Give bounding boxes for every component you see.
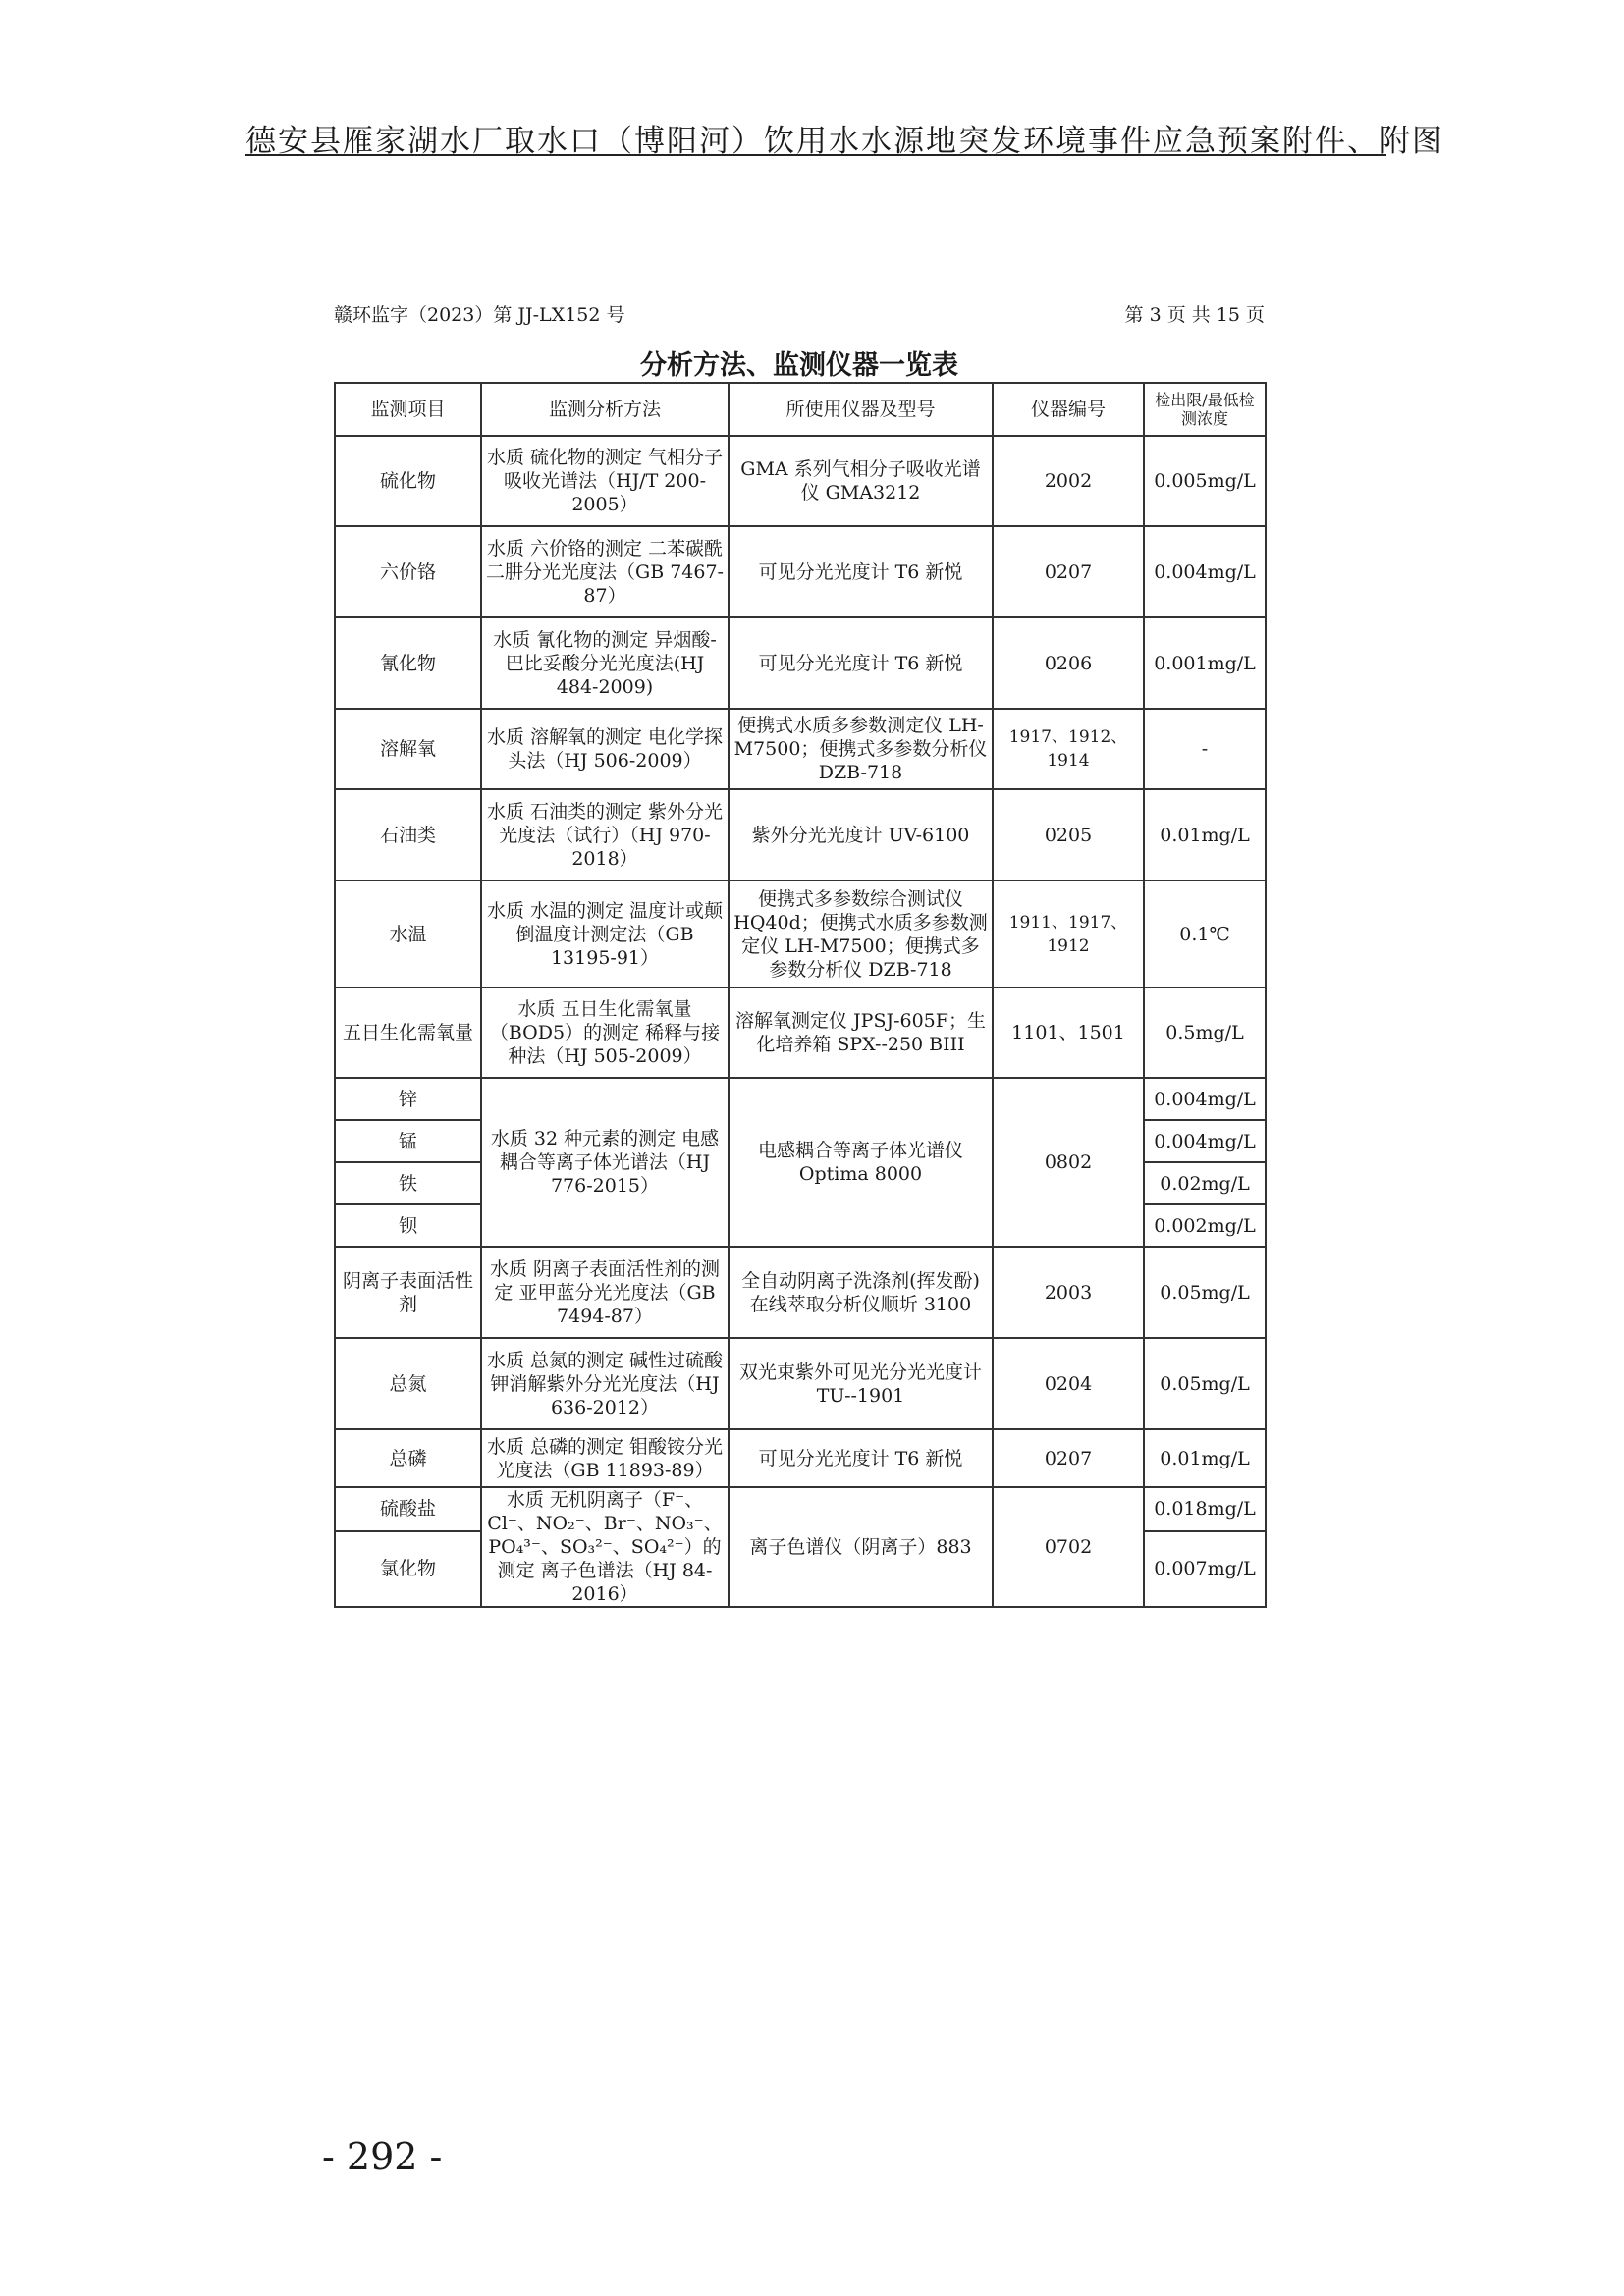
cell-instrument: 溶解氧测定仪 JPSJ-605F；生化培养箱 SPX--250 BIII [729,988,993,1078]
cell-number: 0802 [993,1078,1144,1247]
cell-limit: 0.004mg/L [1144,1078,1266,1120]
cell-instrument: 电感耦合等离子体光谱仪 Optima 8000 [729,1078,993,1247]
header-rule [245,154,1386,156]
table-row [335,1247,1266,1338]
report-meta [334,300,1265,327]
table-row [335,881,1266,988]
cell-method: 水质 六价铬的测定 二苯碳酰二肼分光光度法（GB 7467-87） [481,526,729,617]
table-row [335,1078,1266,1120]
cell-instrument: 紫外分光光度计 UV-6100 [729,789,993,881]
cell-number: 0207 [993,1429,1144,1487]
table-title: 分析方法、监测仪器一览表 [640,350,958,381]
cell-limit: 0.004mg/L [1144,1120,1266,1162]
cell-number: 0205 [993,789,1144,881]
cell-item: 溶解氧 [335,709,481,789]
cell-limit: 0.05mg/L [1144,1338,1266,1429]
cell-number: 1101、1501 [993,988,1144,1078]
cell-instrument: 全自动阴离子洗涤剂(挥发酚)在线萃取分析仪顺圻 3100 [729,1247,993,1338]
cell-limit: 0.1℃ [1144,881,1266,988]
table-row [335,436,1266,526]
cell-item: 锰 [335,1120,481,1162]
table-row [335,709,1266,789]
cell-number: 2003 [993,1247,1144,1338]
cell-method: 水质 石油类的测定 紫外分光光度法（试行）（HJ 970-2018） [481,789,729,881]
cell-instrument: 可见分光光度计 T6 新悦 [729,617,993,709]
cell-method: 水质 总氮的测定 碱性过硫酸钾消解紫外分光光度法（HJ 636-2012） [481,1338,729,1429]
cell-item: 六价铬 [335,526,481,617]
cell-instrument: 可见分光光度计 T6 新悦 [729,526,993,617]
cell-number: 0702 [993,1487,1144,1607]
cell-method: 水质 五日生化需氧量（BOD5）的测定 稀释与接种法（HJ 505-2009） [481,988,729,1078]
cell-limit: 0.01mg/L [1144,1429,1266,1487]
table-row [335,617,1266,709]
cell-item: 锌 [335,1078,481,1120]
cell-method: 水质 阴离子表面活性剂的测定 亚甲蓝分光光度法（GB 7494-87） [481,1247,729,1338]
cell-instrument: 便携式多参数综合测试仪 HQ40d；便携式水质多参数测定仪 LH-M7500；便携式多参数分析仪 DZB-718 [729,881,993,988]
cell-number: 0207 [993,526,1144,617]
cell-item: 总氮 [335,1338,481,1429]
cell-method: 水质 无机阴离子（F⁻、Cl⁻、NO₂⁻、Br⁻、NO₃⁻、PO₄³⁻、SO₃²⁻、SO₄²⁻）的测定 离子色谱法（HJ 84-2016） [481,1487,729,1607]
page-header-title: 德安县雁家湖水厂取水口（博阳河）饮用水水源地突发环境事件应急预案附件、附图 [245,124,1444,159]
cell-method: 水质 溶解氧的测定 电化学探头法（HJ 506-2009） [481,709,729,789]
table-row [335,1487,1266,1531]
cell-number: 2002 [993,436,1144,526]
table-row [335,988,1266,1078]
cell-item: 五日生化需氧量 [335,988,481,1078]
header-limit: 检出限/最低检测浓度 [1144,383,1266,436]
cell-limit: 0.007mg/L [1144,1531,1266,1607]
cell-instrument: 可见分光光度计 T6 新悦 [729,1429,993,1487]
cell-limit: 0.01mg/L [1144,789,1266,881]
cell-instrument: 便携式水质多参数测定仪 LH-M7500；便携式多参数分析仪 DZB-718 [729,709,993,789]
cell-limit: 0.5mg/L [1144,988,1266,1078]
cell-method: 水质 水温的测定 温度计或颠倒温度计测定法（GB 13195-91） [481,881,729,988]
header-number: 仪器编号 [993,383,1144,436]
methods-table [334,382,1267,1608]
cell-number: 1911、1917、1912 [993,881,1144,988]
cell-item: 石油类 [335,789,481,881]
cell-instrument: 双光束紫外可见光分光光度计 TU--1901 [729,1338,993,1429]
header-method: 监测分析方法 [481,383,729,436]
cell-item: 氰化物 [335,617,481,709]
report-id: 赣环监字（2023）第 JJ-LX152 号 [334,304,625,326]
cell-item: 氯化物 [335,1531,481,1607]
header-item: 监测项目 [335,383,481,436]
cell-item: 阴离子表面活性剂 [335,1247,481,1338]
header-instrument: 所使用仪器及型号 [729,383,993,436]
table-row [335,526,1266,617]
table-row [335,1338,1266,1429]
cell-item: 铁 [335,1162,481,1204]
cell-method: 水质 硫化物的测定 气相分子吸收光谱法（HJ/T 200-2005） [481,436,729,526]
cell-limit: 0.002mg/L [1144,1204,1266,1247]
cell-method: 水质 氰化物的测定 异烟酸-巴比妥酸分光光度法(HJ 484-2009) [481,617,729,709]
cell-item: 钡 [335,1204,481,1247]
cell-limit: 0.02mg/L [1144,1162,1266,1204]
cell-limit: 0.018mg/L [1144,1487,1266,1531]
table-header-row [335,383,1266,436]
cell-limit: 0.005mg/L [1144,436,1266,526]
cell-limit: 0.001mg/L [1144,617,1266,709]
cell-number: 1917、1912、1914 [993,709,1144,789]
cell-instrument: 离子色谱仪（阴离子）883 [729,1487,993,1607]
table-row [335,789,1266,881]
cell-instrument: GMA 系列气相分子吸收光谱仪 GMA3212 [729,436,993,526]
cell-limit: 0.05mg/L [1144,1247,1266,1338]
cell-method: 水质 总磷的测定 钼酸铵分光光度法（GB 11893-89） [481,1429,729,1487]
cell-item: 水温 [335,881,481,988]
cell-limit: 0.004mg/L [1144,526,1266,617]
cell-item: 硫化物 [335,436,481,526]
cell-method: 水质 32 种元素的测定 电感耦合等离子体光谱法（HJ 776-2015） [481,1078,729,1247]
page-number: - 292 - [322,2135,443,2178]
cell-number: 0206 [993,617,1144,709]
cell-limit: - [1144,709,1266,789]
cell-number: 0204 [993,1338,1144,1429]
cell-item: 硫酸盐 [335,1487,481,1531]
cell-item: 总磷 [335,1429,481,1487]
table-row [335,1429,1266,1487]
page-info: 第 3 页 共 15 页 [1124,304,1265,326]
